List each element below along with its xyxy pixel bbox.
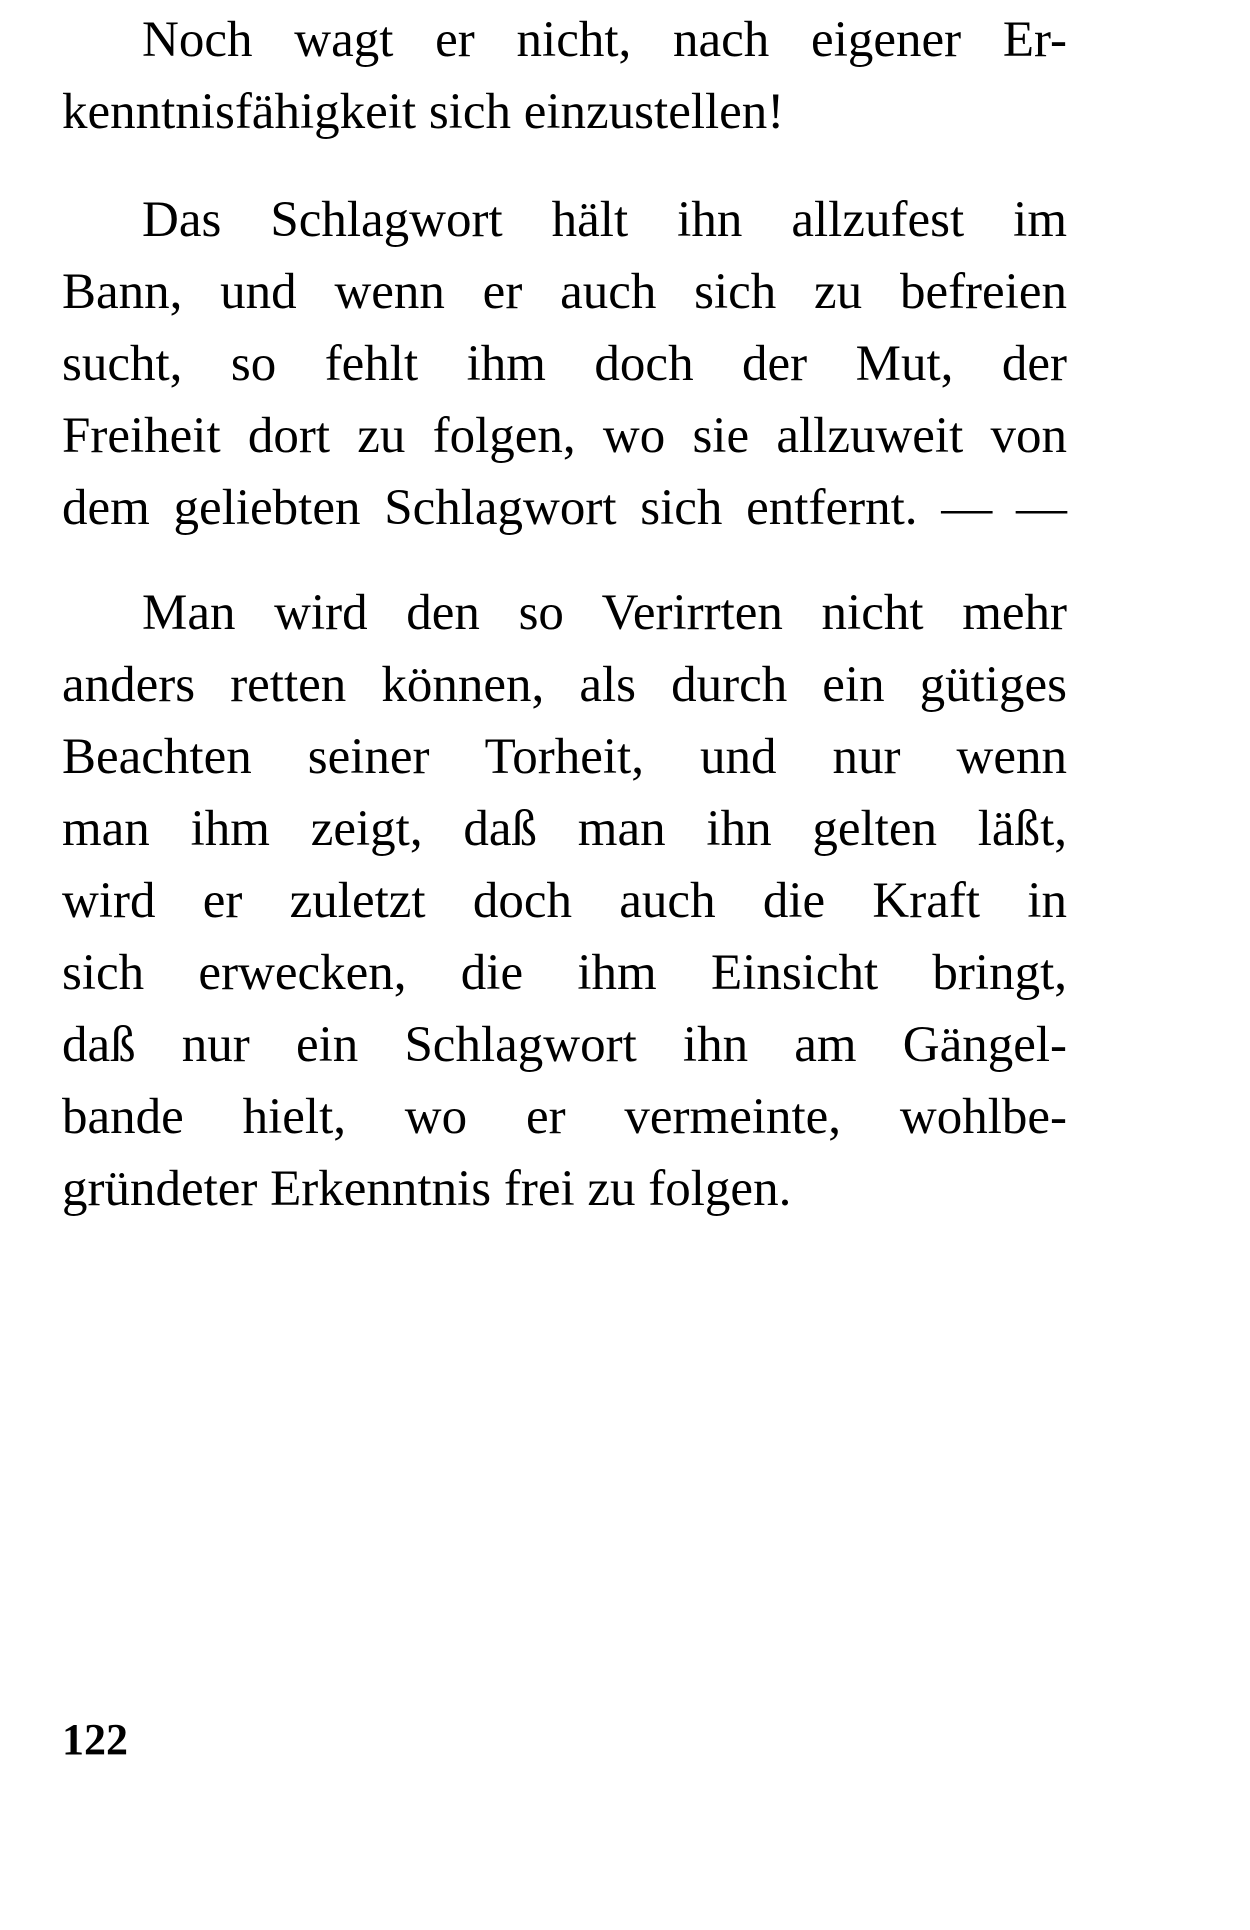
- text-line: bande hielt, wo er vermeinte, wohlbe-: [62, 1089, 1067, 1145]
- paragraph-1: [62, 4, 1067, 148]
- text-line: Das Schlagwort hält ihn allzufest im: [142, 192, 1067, 248]
- text-line: dem geliebten Schlagwort sich entfernt. — —: [62, 480, 1067, 536]
- text-line: gründeter Erkenntnis frei zu folgen.: [62, 1161, 792, 1217]
- text-line: Noch wagt er nicht, nach eigener Er-: [142, 12, 1067, 68]
- text-line: wird er zuletzt doch auch die Kraft in: [62, 873, 1067, 929]
- text-line: Beachten seiner Torheit, und nur wenn: [62, 729, 1067, 785]
- paragraph-2: [62, 184, 1067, 544]
- page-number: 122: [62, 1715, 128, 1764]
- paragraph-3: [62, 577, 1067, 1225]
- text-line: sich erwecken, die ihm Einsicht bringt,: [62, 945, 1067, 1001]
- text-line: daß nur ein Schlagwort ihn am Gängel-: [62, 1017, 1067, 1073]
- text-line: Freiheit dort zu folgen, wo sie allzuweit von: [62, 408, 1067, 464]
- text-line: anders retten können, als durch ein gütiges: [62, 657, 1067, 713]
- text-line: sucht, so fehlt ihm doch der Mut, der: [62, 336, 1067, 392]
- text-line: Bann, und wenn er auch sich zu befreien: [62, 264, 1067, 320]
- text-line: Man wird den so Verirrten nicht mehr: [142, 585, 1067, 641]
- text-line: man ihm zeigt, daß man ihn gelten läßt,: [62, 801, 1067, 857]
- text-line: kenntnisfähigkeit sich einzustellen!: [62, 84, 785, 140]
